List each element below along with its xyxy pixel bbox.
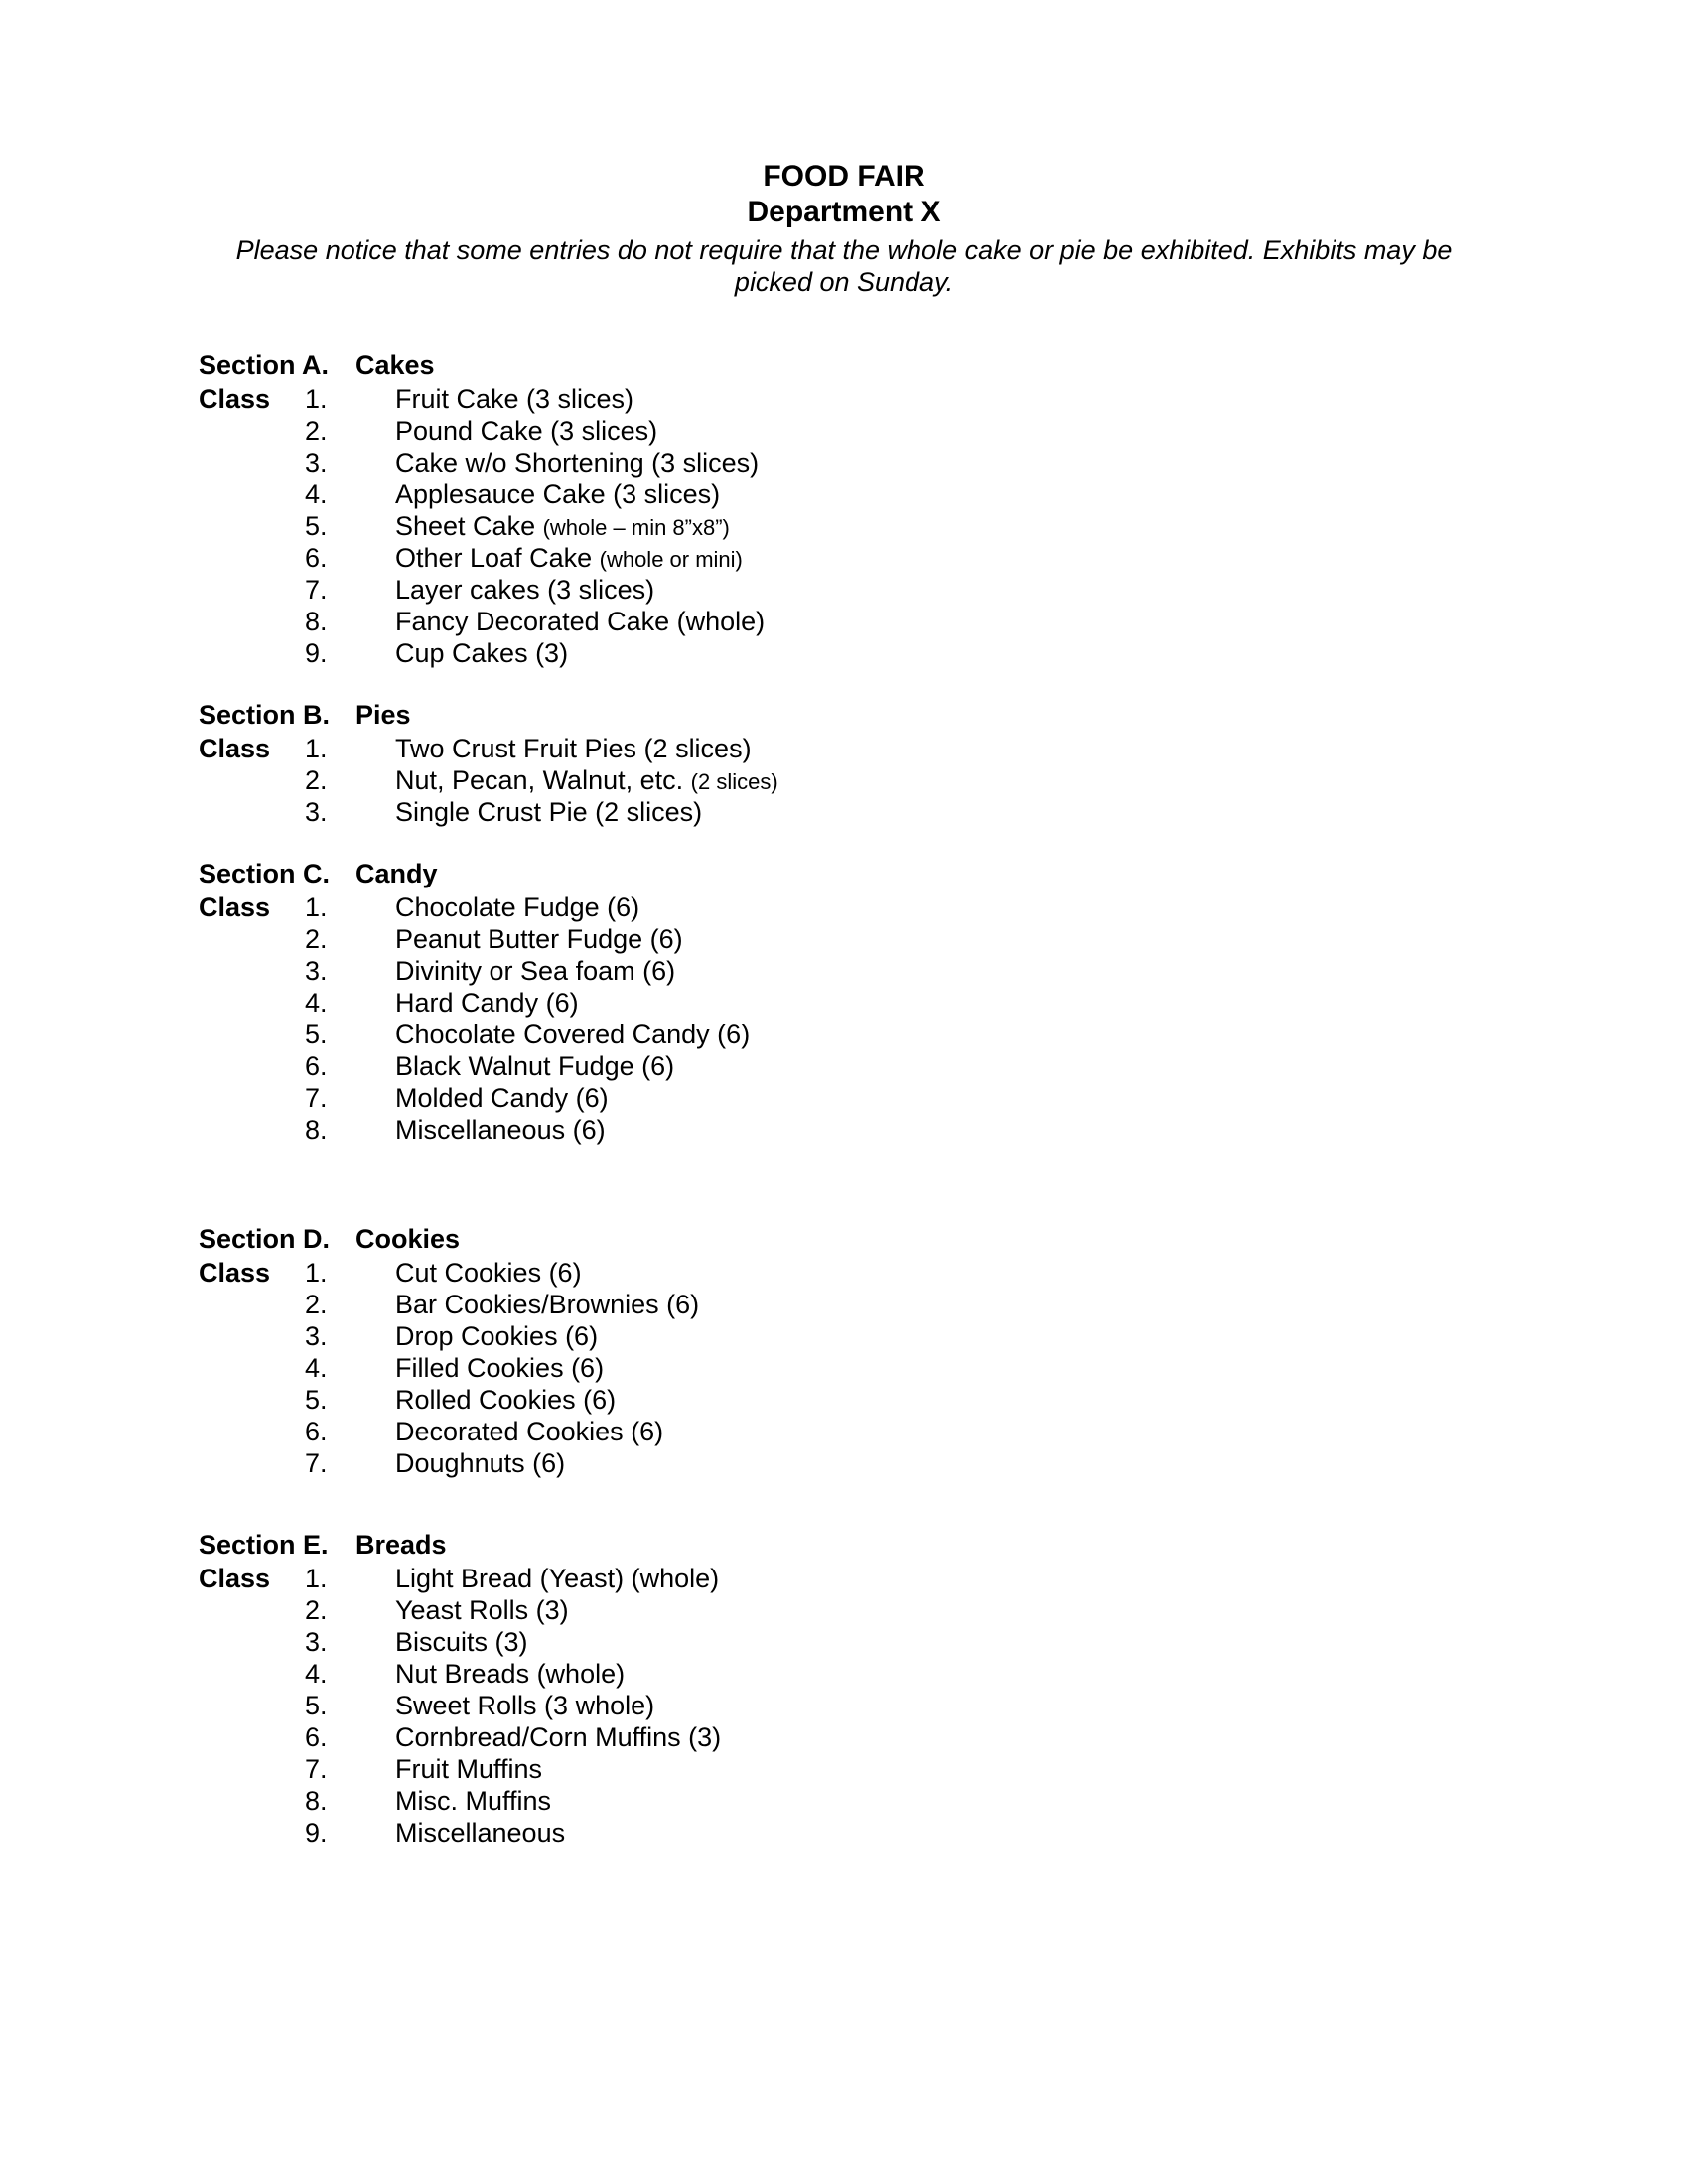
entry-name: Divinity or Sea foam (6) <box>395 956 676 986</box>
class-number: 2. <box>305 1595 328 1625</box>
section-name: Pies <box>355 700 411 730</box>
class-entry <box>199 955 1489 987</box>
entry-name: Fancy Decorated Cake (whole) <box>395 607 766 636</box>
class-number: 1. <box>305 384 328 414</box>
class-description <box>395 1050 674 1082</box>
class-number: 6. <box>305 1417 328 1446</box>
page-title: FOOD FAIR <box>763 160 925 193</box>
class-description <box>395 955 675 987</box>
entry-note: (whole or mini) <box>599 547 743 572</box>
entry-name: Black Walnut Fudge (6) <box>395 1051 675 1081</box>
class-number: 2. <box>305 924 328 954</box>
class-entry <box>199 1257 1489 1289</box>
sections-list <box>199 320 1489 1848</box>
class-number: 7. <box>305 575 328 605</box>
entry-name: Miscellaneous (6) <box>395 1115 606 1145</box>
class-entry <box>199 733 1489 764</box>
class-description <box>395 478 720 510</box>
notice-text <box>204 234 1484 298</box>
class-entry <box>199 542 1489 574</box>
entry-name: Chocolate Fudge (6) <box>395 892 640 922</box>
class-description <box>395 923 683 955</box>
entry-name: Hard Candy (6) <box>395 988 579 1018</box>
section-breads <box>199 1527 1489 1848</box>
section-label: Section B. <box>199 700 331 730</box>
entry-name: Rolled Cookies (6) <box>395 1385 617 1415</box>
section-label: Section D. <box>199 1224 331 1254</box>
class-entry <box>199 606 1489 637</box>
class-label: Class <box>199 892 271 922</box>
class-description <box>395 1817 565 1848</box>
class-entry <box>199 891 1489 923</box>
document-header <box>179 159 1509 298</box>
entry-name: Drop Cookies (6) <box>395 1321 599 1351</box>
class-entry <box>199 574 1489 606</box>
entry-name: Light Bread (Yeast) (whole) <box>395 1564 720 1593</box>
class-description <box>395 510 730 544</box>
notice-line-1: Please notice that some entries do not require that the whole cake or pie be exhibited. Exhibits may be <box>235 235 1453 265</box>
class-entry <box>199 1019 1489 1050</box>
entry-name: Pound Cake (3 slices) <box>395 416 658 446</box>
class-description <box>395 1785 551 1817</box>
class-entry <box>199 415 1489 447</box>
class-number: 1. <box>305 892 328 922</box>
section-name: Cookies <box>355 1224 461 1254</box>
class-number: 5. <box>305 1691 328 1720</box>
entry-name: Fruit Muffins <box>395 1754 543 1784</box>
class-entry <box>199 1785 1489 1817</box>
class-number: 6. <box>305 1722 328 1752</box>
class-description <box>395 796 702 828</box>
class-number: 8. <box>305 1115 328 1145</box>
entry-name: Doughnuts (6) <box>395 1448 566 1478</box>
section-heading <box>199 347 1489 383</box>
class-number: 3. <box>305 797 328 827</box>
class-description <box>395 891 639 923</box>
section-heading <box>199 1527 1489 1563</box>
class-description <box>395 1352 604 1384</box>
class-description <box>395 1320 598 1352</box>
entry-name: Molded Candy (6) <box>395 1083 609 1113</box>
class-entry <box>199 1626 1489 1658</box>
class-number: 3. <box>305 1321 328 1351</box>
entry-name: Cornbread/Corn Muffins (3) <box>395 1722 722 1752</box>
class-entry <box>199 637 1489 669</box>
department-title: Department X <box>747 196 941 228</box>
class-label: Class <box>199 384 271 414</box>
class-number: 5. <box>305 511 328 541</box>
class-description <box>395 383 633 415</box>
class-description <box>395 1384 616 1416</box>
class-entry <box>199 1320 1489 1352</box>
class-entry <box>199 796 1489 828</box>
class-number: 3. <box>305 956 328 986</box>
class-number: 9. <box>305 1818 328 1847</box>
entry-name: Miscellaneous <box>395 1818 566 1847</box>
class-entry <box>199 1447 1489 1479</box>
entry-name: Bar Cookies/Brownies (6) <box>395 1290 700 1319</box>
section-label: Section A. <box>199 350 330 380</box>
class-description <box>395 1658 625 1690</box>
entry-name: Decorated Cookies (6) <box>395 1417 664 1446</box>
entry-name: Peanut Butter Fudge (6) <box>395 924 683 954</box>
class-description <box>395 1019 750 1050</box>
class-description <box>395 1289 699 1320</box>
class-description <box>395 764 778 798</box>
section-heading <box>199 697 1489 733</box>
class-description <box>395 637 568 669</box>
entry-name: Biscuits (3) <box>395 1627 528 1657</box>
class-description <box>395 1753 542 1785</box>
class-number: 2. <box>305 765 328 795</box>
class-description <box>395 415 657 447</box>
class-entry <box>199 510 1489 542</box>
class-number: 7. <box>305 1754 328 1784</box>
section-label: Section E. <box>199 1530 329 1560</box>
class-number: 4. <box>305 1353 328 1383</box>
class-description <box>395 447 759 478</box>
class-entry <box>199 1289 1489 1320</box>
class-entry <box>199 987 1489 1019</box>
entry-name: Yeast Rolls (3) <box>395 1595 569 1625</box>
section-heading <box>199 1221 1489 1257</box>
entry-name: Nut, Pecan, Walnut, etc. <box>395 765 691 795</box>
class-entry <box>199 1658 1489 1690</box>
class-number: 1. <box>305 734 328 763</box>
class-description <box>395 1257 582 1289</box>
class-entry <box>199 1817 1489 1848</box>
class-number: 8. <box>305 607 328 636</box>
class-description <box>395 606 765 637</box>
section-candy <box>199 856 1489 1146</box>
entry-note: (2 slices) <box>690 769 778 794</box>
class-entry <box>199 447 1489 478</box>
class-number: 4. <box>305 988 328 1018</box>
section-name: Cakes <box>355 350 435 380</box>
class-entry <box>199 1114 1489 1146</box>
class-number: 5. <box>305 1385 328 1415</box>
entry-name: Two Crust Fruit Pies (2 slices) <box>395 734 752 763</box>
class-entry <box>199 1753 1489 1785</box>
class-entry <box>199 1721 1489 1753</box>
class-number: 7. <box>305 1083 328 1113</box>
section-pies <box>199 697 1489 828</box>
entry-name: Filled Cookies (6) <box>395 1353 605 1383</box>
class-number: 5. <box>305 1020 328 1049</box>
class-number: 4. <box>305 1659 328 1689</box>
class-entry <box>199 1563 1489 1594</box>
class-number: 3. <box>305 1627 328 1657</box>
class-number: 6. <box>305 543 328 573</box>
entry-name: Misc. Muffins <box>395 1786 552 1816</box>
class-entry <box>199 764 1489 796</box>
class-label: Class <box>199 1564 271 1593</box>
class-number: 3. <box>305 448 328 478</box>
class-label: Class <box>199 734 271 763</box>
section-label: Section C. <box>199 859 331 888</box>
entry-name: Fruit Cake (3 slices) <box>395 384 634 414</box>
class-number: 1. <box>305 1258 328 1288</box>
class-description <box>395 574 654 606</box>
class-entry <box>199 1050 1489 1082</box>
class-entry <box>199 1384 1489 1416</box>
entry-name: Chocolate Covered Candy (6) <box>395 1020 751 1049</box>
class-description <box>395 987 579 1019</box>
entry-name: Sheet Cake <box>395 511 543 541</box>
section-name: Candy <box>355 859 438 888</box>
class-description <box>395 1626 528 1658</box>
class-number: 2. <box>305 416 328 446</box>
class-description <box>395 1594 569 1626</box>
section-cakes <box>199 347 1489 669</box>
entry-name: Cake w/o Shortening (3 slices) <box>395 448 760 478</box>
class-entry <box>199 1352 1489 1384</box>
class-entry <box>199 1082 1489 1114</box>
class-description <box>395 1563 719 1594</box>
class-number: 2. <box>305 1290 328 1319</box>
class-description <box>395 1416 663 1447</box>
class-description <box>395 542 743 576</box>
class-entry <box>199 1594 1489 1626</box>
class-label: Class <box>199 1258 271 1288</box>
entry-name: Cut Cookies (6) <box>395 1258 582 1288</box>
class-entry <box>199 1416 1489 1447</box>
entry-name: Sweet Rolls (3 whole) <box>395 1691 655 1720</box>
entry-name: Applesauce Cake (3 slices) <box>395 479 721 509</box>
class-entry <box>199 383 1489 415</box>
class-description <box>395 1114 606 1146</box>
class-number: 1. <box>305 1564 328 1593</box>
class-description <box>395 1082 609 1114</box>
class-number: 6. <box>305 1051 328 1081</box>
class-description <box>395 733 752 764</box>
section-cookies <box>199 1221 1489 1479</box>
class-entry <box>199 478 1489 510</box>
entry-note: (whole – min 8”x8”) <box>542 515 730 540</box>
entry-name: Other Loaf Cake <box>395 543 600 573</box>
entry-name: Single Crust Pie (2 slices) <box>395 797 703 827</box>
class-number: 4. <box>305 479 328 509</box>
section-heading <box>199 856 1489 891</box>
class-entry <box>199 1690 1489 1721</box>
entry-name: Nut Breads (whole) <box>395 1659 626 1689</box>
class-description <box>395 1447 565 1479</box>
class-number: 8. <box>305 1786 328 1816</box>
class-number: 7. <box>305 1448 328 1478</box>
notice-line-2: picked on Sunday. <box>734 267 954 297</box>
class-number: 9. <box>305 638 328 668</box>
class-description <box>395 1721 721 1753</box>
class-entry <box>199 923 1489 955</box>
class-description <box>395 1690 654 1721</box>
entry-name: Layer cakes (3 slices) <box>395 575 655 605</box>
section-name: Breads <box>355 1530 447 1560</box>
entry-name: Cup Cakes (3) <box>395 638 569 668</box>
